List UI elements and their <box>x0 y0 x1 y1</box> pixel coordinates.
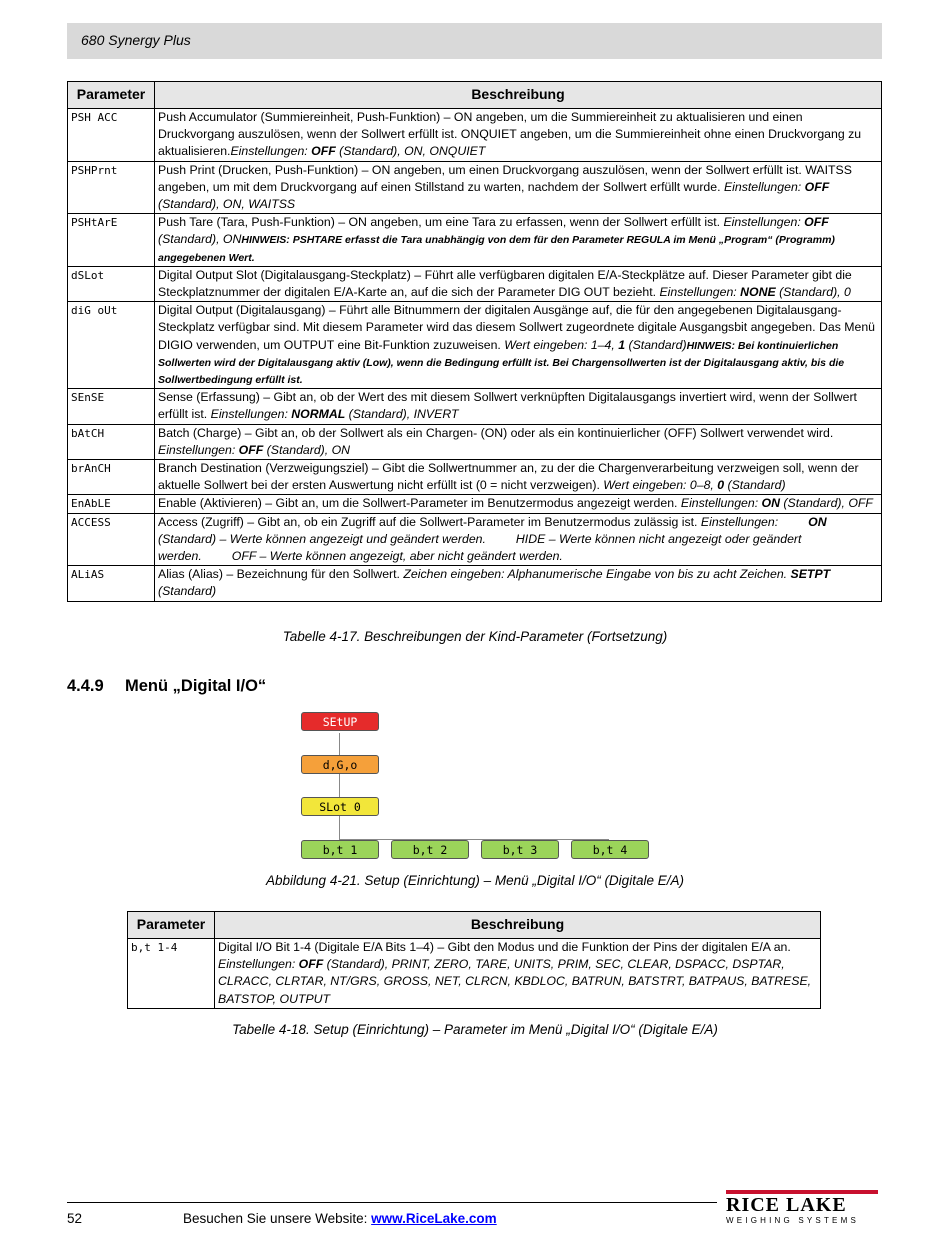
parameter-description <box>155 495 882 513</box>
settings-label: Einstellungen: <box>680 496 762 511</box>
parameter-code: bAtCH <box>68 424 155 459</box>
parameter-code: brAnCH <box>68 460 155 495</box>
settings-values: (Standard), ON <box>263 442 351 457</box>
parameter-description <box>215 939 821 1009</box>
parameter-description <box>155 109 882 162</box>
parameter-table-4-17 <box>67 81 882 602</box>
settings-values: (Standard), ON, ONQUIET <box>335 144 486 159</box>
description-text: Push Accumulator (Summiereinheit, Push-Funktion) – ON angeben, um die Summiereinheit zu aktualisieren und einen Druckvorgang auszulösen, wenn der Sollwert erfüllt ist. ONQUIET angeben, um die Summiereinheit ohne einen Druckvorgang zu aktualisieren. <box>158 110 862 159</box>
section-title: Menü „Digital I/O“ <box>125 677 267 695</box>
parameter-table-4-18 <box>127 911 821 1009</box>
settings-values: (Standard), INVERT <box>345 407 459 422</box>
settings-default: NONE <box>740 285 776 300</box>
menu-node-bit-2: b,t 2 <box>391 840 469 859</box>
settings-values: (Standard) <box>625 337 687 352</box>
parameter-code: diG oUt <box>68 302 155 389</box>
header-title: 680 Synergy Plus <box>81 32 191 48</box>
menu-node-setup: SEtUP <box>301 712 379 731</box>
table-row <box>68 214 882 267</box>
parameter-description <box>155 266 882 301</box>
table-4-17-caption: Tabelle 4-17. Beschreibungen der Kind-Parameter (Fortsetzung) <box>282 629 668 644</box>
settings-default: 0 <box>717 478 725 493</box>
settings-label: Einstellungen: <box>158 442 239 457</box>
table-row <box>68 566 882 601</box>
logo-subtitle: WEIGHING SYSTEMS <box>726 1216 859 1225</box>
parameter-description <box>155 214 882 267</box>
parameter-code: PSHPrnt <box>68 161 155 214</box>
website-label: Besuchen Sie unsere Website: <box>183 1211 372 1226</box>
footer-divider <box>67 1202 717 1203</box>
parameter-code: PSH ACC <box>68 109 155 162</box>
parameter-description <box>155 460 882 495</box>
page-number: 52 <box>67 1211 83 1226</box>
parameter-description <box>155 513 882 566</box>
table-row <box>68 302 882 389</box>
table-header-row <box>128 912 821 939</box>
description-text: Access (Zugriff) – Gibt an, ob ein Zugriff auf die Sollwert-Parameter im Benutzermodus zulässig ist. <box>158 514 701 529</box>
parameter-description <box>155 424 882 459</box>
settings-default: ON <box>761 496 780 511</box>
section-number: 4.4.9 <box>67 677 104 695</box>
option-text: OFF – Werte können angezeigt, aber nicht geändert werden. <box>231 549 563 564</box>
table-row <box>128 939 821 1009</box>
section-heading <box>67 677 266 696</box>
column-header-description: Beschreibung <box>215 912 821 939</box>
parameter-code: PSHtArE <box>68 214 155 267</box>
settings-label: Einstellungen: <box>700 514 779 529</box>
description-text: Enable (Aktivieren) – Gibt an, um die Sollwert-Parameter im Benutzermodus angezeigt werden. <box>158 496 681 511</box>
footer-website <box>183 1211 497 1226</box>
description-text: Push Print (Drucken, Push-Funktion) – ON angeben, um einen Druckvorgang auszulösen, wenn der Sollwert erfüllt ist. WAITSS angeben, um mit dem Druckvorgang auf einen Stillstand zu warten, nachdem der Sollwert erfüllt wurde. <box>158 162 852 194</box>
settings-default: SETPT <box>790 567 831 582</box>
settings-label: Einstellungen: <box>723 215 805 230</box>
settings-values: (Standard) <box>724 478 786 493</box>
description-text: Batch (Charge) – Gibt an, ob der Sollwert als ein Chargen- (ON) oder als ein kontinuierlicher (OFF) Sollwert verwendet wird. <box>158 425 834 440</box>
table-row <box>68 424 882 459</box>
description-text: Digital I/O Bit 1-4 (Digitale E/A Bits 1–4) – Gibt den Modus und die Funktion der Pins der digitalen E/A an. <box>218 940 791 954</box>
table-row <box>68 389 882 424</box>
parameter-code: ACCESS <box>68 513 155 566</box>
settings-values: (Standard) <box>158 584 217 599</box>
parameter-description <box>155 566 882 601</box>
parameter-code: dSLot <box>68 266 155 301</box>
logo-name: RICE LAKE <box>726 1194 847 1216</box>
page-header <box>67 23 882 59</box>
description-text: Digital Output Slot (Digitalausgang-Steckplatz) – Führt alle verfügbaren digitalen E/A-Steckplätze auf. Dieser Parameter gibt die Steckplatznummer der digitalen E/A-Karte an, auf die sich der Parameter DIG OUT bezieht. <box>158 267 852 300</box>
settings-label: Wert eingeben: 0–8, <box>603 478 718 493</box>
settings-label: Wert eingeben: 1–4, <box>504 337 619 352</box>
note-text: HINWEIS: PSHTARE erfasst die Tara unabhängig von dem für den Parameter REGULA im Menü „Program“ (Programm) angegebenen Wert. <box>158 234 835 264</box>
diagram-connector-vertical <box>339 733 340 839</box>
parameter-code: ALiAS <box>68 566 155 601</box>
settings-values: (Standard), PRINT, ZERO, TARE, UNITS, PRIM, SEC, CLEAR, DSPACC, DSPTAR, CLRACC, CLRTAR, NT/GRS, GROSS, NET, CLRCN, KBDLOC, BATRUN, BATSTRT, BATPAUS, BATRESE, BATSTOP, OUTPUT <box>218 957 812 1006</box>
description-text: Sense (Erfassung) – Gibt an, ob der Wert des mit diesem Sollwert verknüpften Digitalausgangs invertiert wird, wenn der Sollwert erfüllt ist. <box>158 390 857 422</box>
column-header-description: Beschreibung <box>155 82 882 109</box>
column-header-parameter: Parameter <box>128 912 215 939</box>
settings-default: OFF <box>804 179 830 194</box>
settings-label: Einstellungen: <box>230 144 312 159</box>
table-row <box>68 266 882 301</box>
option-default: ON <box>808 514 827 529</box>
description-text: Alias (Alias) – Bezeichnung für den Sollwert. <box>158 567 404 582</box>
table-row <box>68 161 882 214</box>
settings-default: OFF <box>804 215 829 230</box>
parameter-code: b,t 1-4 <box>128 939 215 1009</box>
parameter-description <box>155 302 882 389</box>
access-option <box>202 549 563 563</box>
table-row <box>68 460 882 495</box>
menu-node-slot: SLot 0 <box>301 797 379 816</box>
description-text: Digital Output (Digitalausgang) – Führt alle Bitnummern der digitalen Ausgänge auf, die für den angegebenen Digitalausgang-Steckplatz verfügbar sind. Mit diesem Parameter wird das diesem Sollwert zugeordnete digitale Ausgangsbit angegeben. Das Menü DIGIO verwenden, um OUTPUT eine Bit-Funktion zuzuweisen. <box>158 303 876 352</box>
table-header-row <box>68 82 882 109</box>
settings-default: 1 <box>618 337 626 352</box>
settings-label: Einstellungen: <box>210 407 292 422</box>
settings-values: (Standard), OFF <box>780 496 873 511</box>
description-text: Branch Destination (Verzweigungsziel) – Gibt die Sollwertnummer an, zu der die Chargenverarbeitung verzweigen soll, wenn der aktuelle Sollwert bei der ersten Auswertung nicht erfüllt ist (0 = nicht verzweigen). <box>158 461 859 493</box>
settings-values: (Standard), ON <box>158 232 242 247</box>
settings-default: NORMAL <box>291 407 346 422</box>
table-row <box>68 495 882 513</box>
parameter-description <box>155 389 882 424</box>
option-text: (Standard) – Werte können angezeigt und geändert werden. <box>158 531 486 546</box>
diagram-connector-horizontal <box>339 839 609 840</box>
description-text: Push Tare (Tara, Push-Funktion) – ON angeben, um eine Tara zu erfassen, wenn der Sollwert erfüllt ist. <box>158 215 724 230</box>
settings-default: OFF <box>238 442 264 457</box>
settings-label: Einstellungen: <box>218 957 299 972</box>
settings-default: OFF <box>298 957 324 972</box>
option-text: HIDE – Werte können nicht angezeigt oder geändert werden. <box>158 531 802 564</box>
settings-label: Einstellungen: <box>723 179 805 194</box>
note-text: HINWEIS: Bei kontinuierlichen Sollwerten wird der Digitalausgang aktiv (Low), wenn die Bedingung erfüllt ist. Bei Chargensollwerten ist der Digitalausgang aktiv, bis die Sollwertbedingung erfüllt ist. <box>158 339 845 387</box>
settings-label: Zeichen eingeben: Alphanumerische Eingabe von bis zu acht Zeichen. <box>403 567 791 582</box>
rice-lake-logo <box>726 1190 878 1225</box>
parameter-code: SEnSE <box>68 389 155 424</box>
menu-node-bit-3: b,t 3 <box>481 840 559 859</box>
settings-values: (Standard), ON, WAITSS <box>158 197 296 212</box>
figure-4-21-caption: Abbildung 4-21. Setup (Einrichtung) – Menü „Digital I/O“ (Digitale E/A) <box>266 873 684 888</box>
menu-node-digio: d,G,o <box>301 755 379 774</box>
settings-default: OFF <box>311 144 336 159</box>
table-row <box>68 109 882 162</box>
menu-node-bit-1: b,t 1 <box>301 840 379 859</box>
table-row <box>68 513 882 566</box>
menu-node-bit-4: b,t 4 <box>571 840 649 859</box>
parameter-description <box>155 161 882 214</box>
website-link[interactable]: www.RiceLake.com <box>371 1211 497 1226</box>
column-header-parameter: Parameter <box>68 82 155 109</box>
table-4-18-caption: Tabelle 4-18. Setup (Einrichtung) – Parameter im Menü „Digital I/O“ (Digitale E/A) <box>232 1022 718 1037</box>
settings-label: Einstellungen: <box>659 285 741 300</box>
settings-values: (Standard), 0 <box>775 285 851 300</box>
parameter-code: EnAbLE <box>68 495 155 513</box>
